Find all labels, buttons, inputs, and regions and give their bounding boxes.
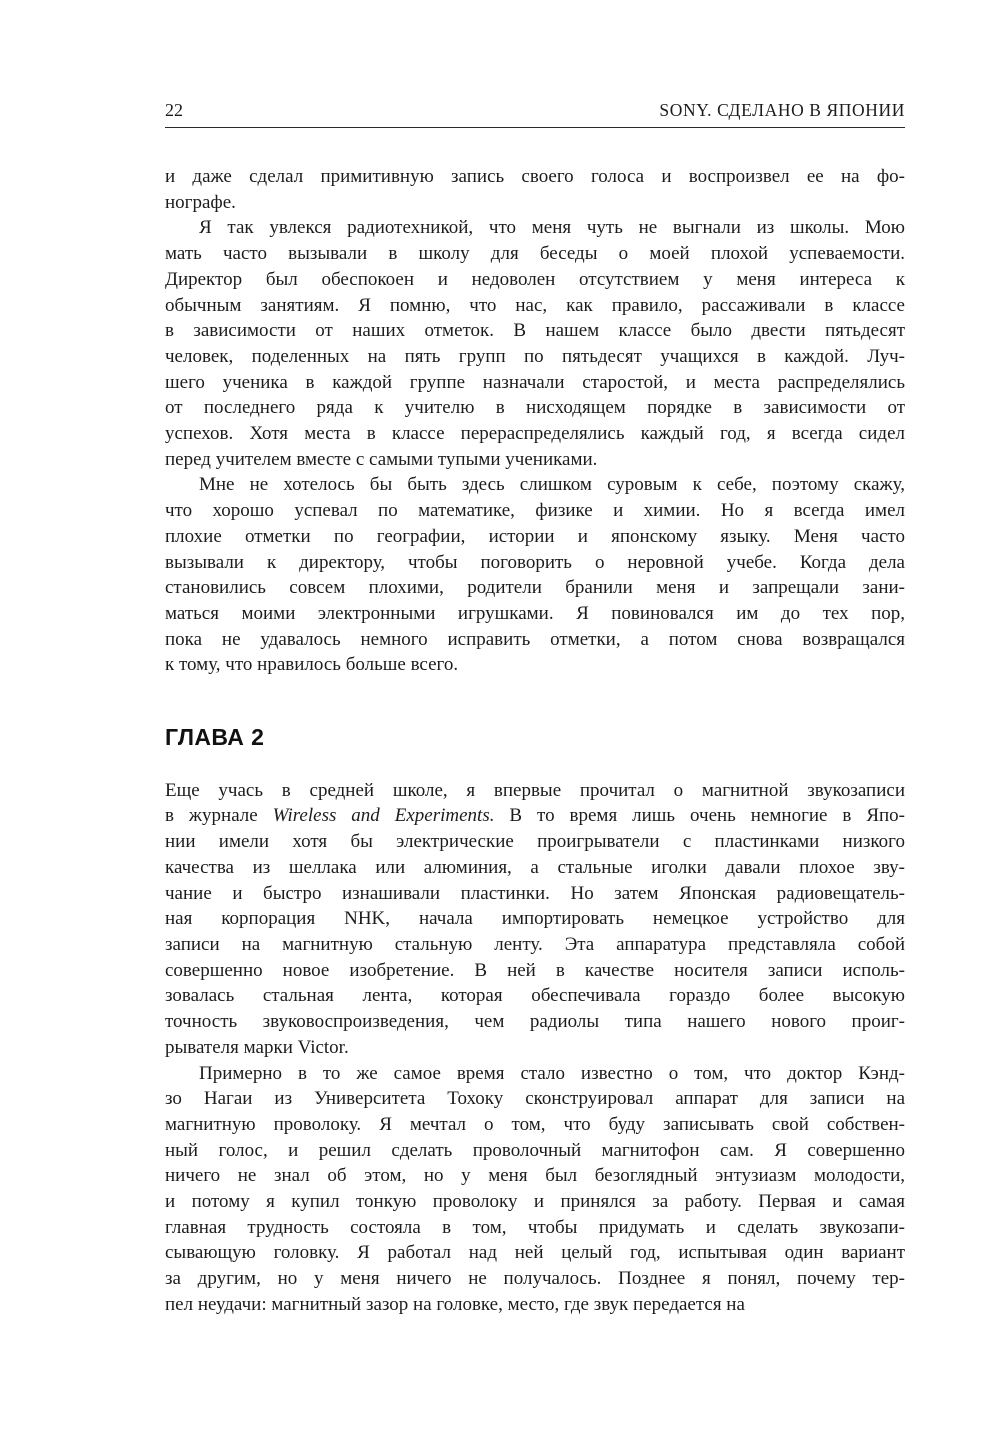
paragraph [165,472,905,678]
chapter-heading: ГЛАВА 2 [165,724,265,751]
text-line: становились совсем плохими, родители бранили меня и запрещали зани- [165,577,905,599]
text-line: ный голос, и решил сделать проволочный магнитофон сам. Я совершенно [165,1139,905,1161]
text-line: от последнего ряда к учителю в нисходящем порядке в зависимости от [165,397,905,419]
text-line: маться моими электронными игрушками. Я повиновался им до тех пор, [165,602,905,624]
text-line: обычным занятиям. Я помню, что нас, как правило, рассаживали в классе [165,294,905,316]
text-line: совершенно новое изобретение. В ней в качестве носителя записи исполь- [165,959,905,981]
text-line: Примерно в то же самое время стало известно о том, что доктор Кэнд- [199,1062,905,1084]
page-number: 22 [165,100,183,120]
text-line: чание и быстро изнашивали пластинки. Но затем Японская радиовещатель- [165,882,905,904]
text-line: успехов. Хотя места в классе перераспределялись каждый год, я всегда сидел [165,423,905,445]
text-line: человек, поделенных на пять групп по пятьдесят учащихся в каждой. Луч- [165,345,905,367]
text-line: Директор был обеспокоен и недоволен отсутствием у меня интереса к [165,268,905,290]
text-line: шего ученика в каждой группе назначали старостой, и места распределялись [165,371,905,393]
text-line: и даже сделал примитивную запись своего голоса и воспроизвел ее на фо- [165,166,905,187]
text-line: главная трудность состояла в том, чтобы придумать и сделать звукозапи- [165,1216,905,1238]
text-line: нографе. [165,191,236,213]
paragraph [165,164,905,215]
text-line: Мне не хотелось бы быть здесь слишком суровым к себе, поэтому скажу, [199,474,905,496]
text-line: и потому я купил тонкую проволоку и принялся за работу. Первая и самая [165,1191,905,1213]
text-line: перед учителем вместе с самыми тупыми учениками. [165,448,598,470]
text-line: зовалась стальная лента, которая обеспечивала гораздо более высокую [165,985,905,1007]
paragraph [165,215,905,472]
text-line: Еще учась в средней школе, я впервые прочитал о магнитной звукозаписи [165,779,905,801]
text-line: за другим, но у меня ничего не получалось. Позднее я понял, почему тер- [165,1268,905,1290]
header-rule [165,127,905,128]
text-line: плохие отметки по географии, истории и японскому языку. Меня часто [165,525,905,547]
text-line: в журнале Wireless and Experiments. В то время лишь очень немногие в Япо- [165,805,906,827]
text-line: зо Нагаи из Университета Тохоку сконструировал аппарат для записи на [165,1088,905,1110]
text-line: пел неудачи: магнитный зазор на головке, место, где звук передается на [165,1293,745,1315]
text-line: точность звуковоспроизведения, чем радиолы типа нашего нового проиг- [165,1011,905,1033]
text-line: к тому, что нравилось больше всего. [165,654,459,676]
text-line: сывающую головку. Я работал над ней целый год, испытывая один вариант [165,1242,905,1264]
text-line: рывателя марки Victor. [165,1036,349,1058]
text-line: нии имели хотя бы электрические проигрыватели с пластинками низкого [165,831,905,853]
page-content [165,164,905,1318]
running-title: SONY. СДЕЛАНО В ЯПОНИИ [659,100,905,120]
text-line: что хорошо успевал по математике, физике и химии. Но я всегда имел [165,500,905,522]
text-line: качества из шеллака или алюминия, а стальные иголки давали плохое зву- [165,856,905,878]
text-line: магнитную проволоку. Я мечтал о том, что буду записывать свой собствен- [165,1113,905,1135]
page-header [165,100,905,120]
text-line: записи на магнитную стальную ленту. Эта аппаратура представляла собой [165,933,905,955]
text-line: пока не удавалось немного исправить отметки, а потом снова возвращался [165,628,905,650]
text-line: ничего не знал об этом, но у меня был безоглядный энтузиазм молодости, [165,1165,905,1187]
text-line: в зависимости от наших отметок. В нашем классе было двести пятьдесят [165,320,905,342]
paragraph [165,778,905,1061]
text-line: вызывали к директору, чтобы поговорить о неровной учебе. Когда дела [165,551,905,573]
text-line: ная корпорация NHK, начала импортировать немецкое устройство для [165,908,905,930]
text-line: мать часто вызывали в школу для беседы о моей плохой успеваемости. [165,243,905,265]
paragraph [165,1061,905,1318]
text-line: Я так увлекся радиотехникой, что меня чуть не выгнали из школы. Мою [199,217,905,239]
